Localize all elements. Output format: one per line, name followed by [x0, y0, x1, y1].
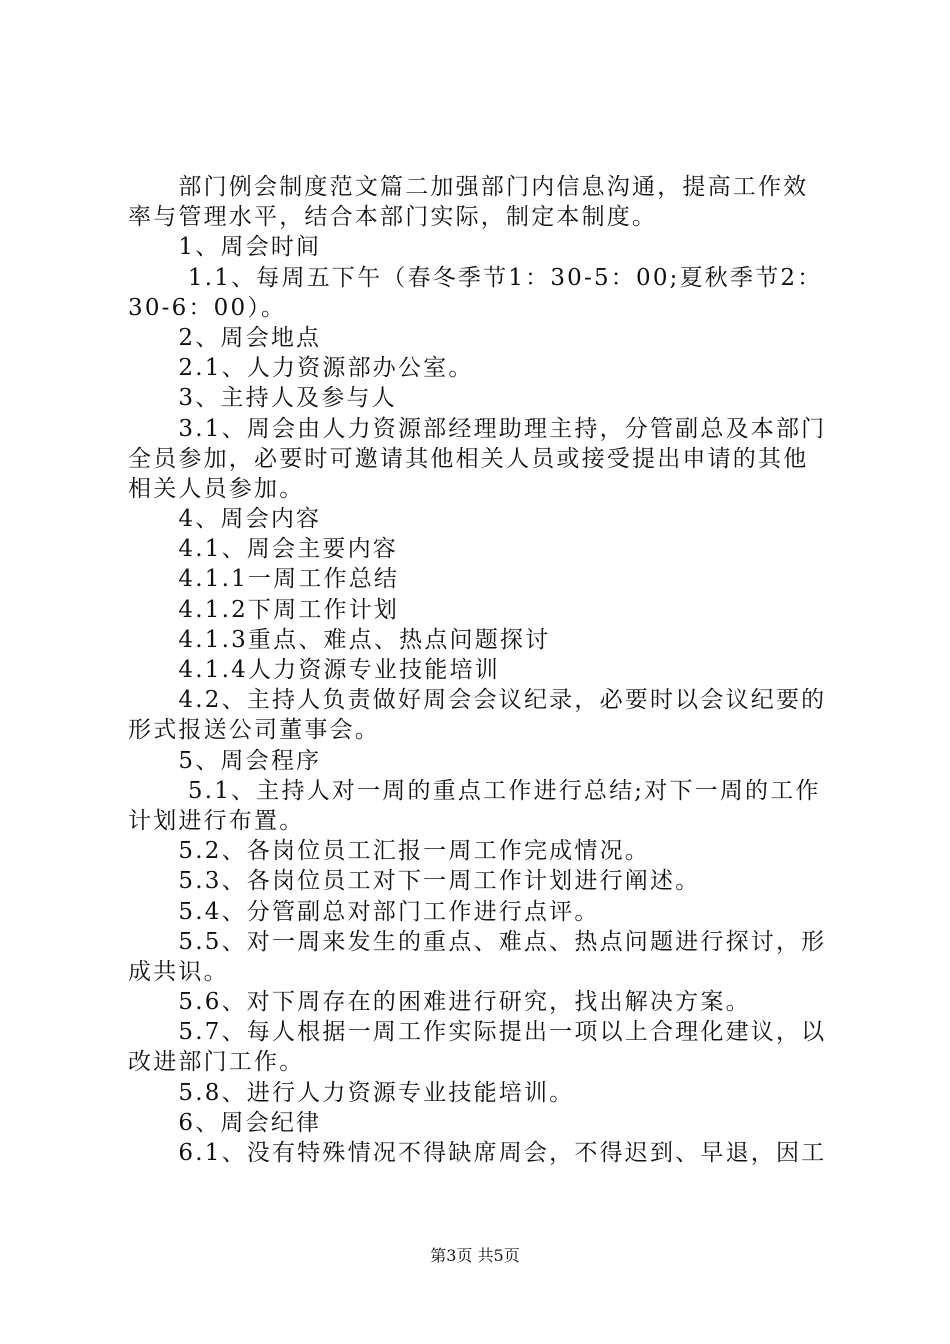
text-line: 2、周会地点 [128, 324, 322, 351]
text-line: 4.1.4人力资源专业技能培训 [128, 657, 500, 683]
text-line: 相关人员参加。 [128, 475, 305, 502]
text-line: 5.2、各岗位员工汇报一周工作完成情况。 [128, 838, 650, 865]
text-line: 2.1、人力资源部办公室。 [128, 355, 474, 382]
text-line: 改进部门工作。 [128, 1049, 305, 1076]
text-line: 1、周会时间 [128, 234, 322, 261]
text-line: 5.5、对一周来发生的重点、难点、热点问题进行探讨，形 [128, 928, 827, 955]
text-line: 4.1.2下周工作计划 [128, 596, 400, 623]
text-line: 5.7、每人根据一周工作实际提出一项以上合理化建议，以 [128, 1019, 827, 1046]
text-line: 4、周会内容 [128, 506, 322, 533]
text-line: 4.1.1一周工作总结 [128, 566, 400, 593]
text-line: 3、主持人及参与人 [128, 385, 397, 412]
text-line: 4.2、主持人负责做好周会会议纪录，必要时以会议纪要的 [128, 687, 827, 714]
text-line: 6、周会纪律 [128, 1109, 322, 1136]
text-line: 计划进行布置。 [128, 807, 305, 834]
text-line: 1.1、每周五下午（春冬季节1：30-5：00;夏秋季节2： [128, 264, 823, 291]
text-line: 3.1、周会由人力资源部经理助理主持，分管副总及本部门 [128, 415, 827, 442]
text-line: 4.1、周会主要内容 [128, 536, 398, 563]
text-line: 5.8、进行人力资源专业技能培训。 [128, 1079, 575, 1106]
text-line: 形式报送公司董事会。 [128, 717, 380, 744]
text-line: 全员参加，必要时可邀请其他相关人员或接受提出申请的其他 [128, 445, 809, 472]
text-line: 30-6：00）。 [128, 294, 287, 321]
text-line: 4.1.3重点、难点、热点问题探讨 [128, 626, 551, 653]
text-line: 5.4、分管副总对部门工作进行点评。 [128, 898, 600, 925]
text-line: 率与管理水平，结合本部门实际，制定本制度。 [128, 204, 658, 231]
text-line: 5.3、各岗位员工对下一周工作计划进行阐述。 [128, 868, 701, 895]
document-body [128, 172, 840, 1168]
text-line: 5、周会程序 [128, 747, 322, 774]
text-line: 部门例会制度范文篇二加强部门内信息沟通，提高工作效 [128, 174, 809, 200]
text-line: 5.6、对下周存在的困难进行研究，找出解决方案。 [128, 989, 751, 1016]
page-footer: 第3页 共5页 [430, 1246, 520, 1265]
text-line: 6.1、没有特殊情况不得缺席周会，不得迟到、早退，因工 [128, 1140, 827, 1166]
text-line: 5.1、主持人对一周的重点工作进行总结;对下一周的工作 [128, 777, 821, 804]
text-line: 成共识。 [128, 958, 229, 985]
